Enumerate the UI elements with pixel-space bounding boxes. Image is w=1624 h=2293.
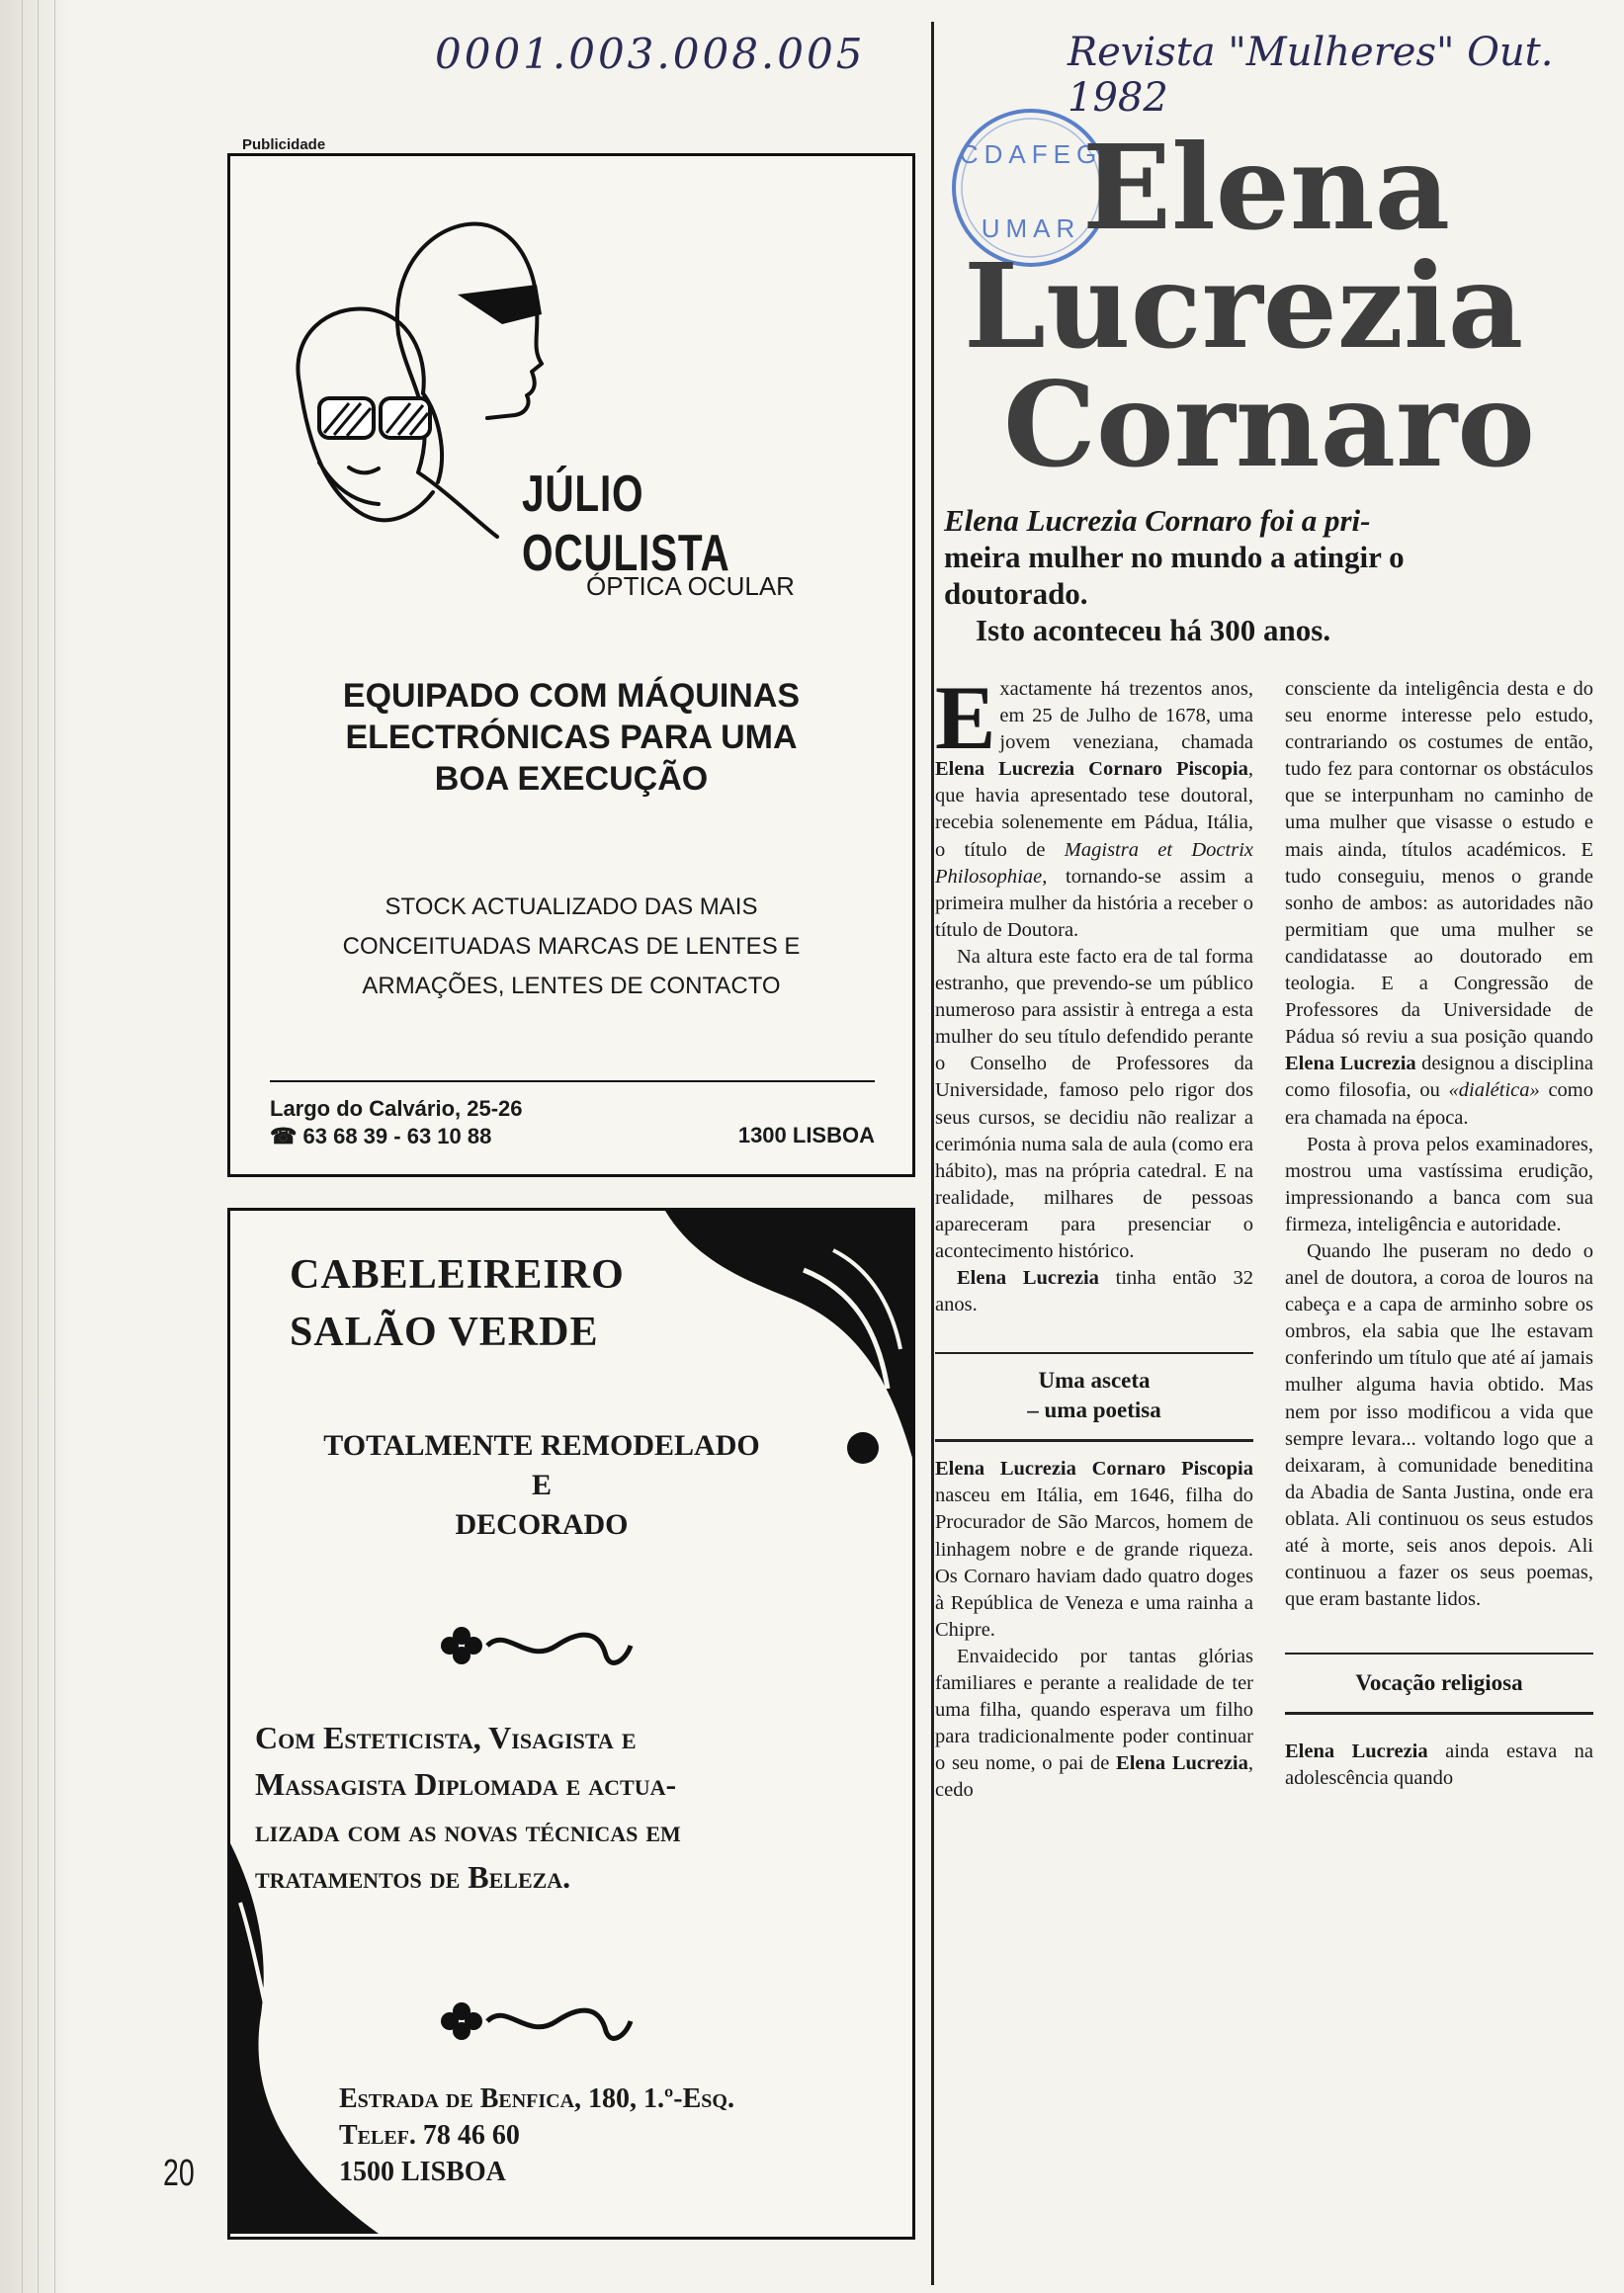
flower-swirl-icon — [428, 1616, 645, 1675]
salon-remodel-text: TOTALMENTE REMODELADO E DECORADO — [323, 1429, 760, 1541]
salon-services: Com Esteticista, Visagista e Massagista Diplomada e actua- lizada com as novas técnicas em tratamentos de Beleza. — [255, 1720, 681, 1895]
section-rule — [935, 1352, 1253, 1354]
stamp-top-text: CDAFEG — [959, 139, 1103, 169]
article-paragraph: Envaidecido por tantas glórias familiares e perante a realidade de ter uma filha, quando esperava um filho para tradicionalmente poder continuar o seu nome, o pai de Elena Lucrezia, cedo — [935, 1645, 1253, 1802]
page-number: 20 — [163, 2153, 195, 2194]
article-paragraph: Elena Lucrezia ainda estava na adolescência quando — [1285, 1741, 1593, 1790]
optician-headline: EQUIPADO COM MÁQUINAS ELECTRÓNICAS PARA UMA BOA EXECUÇÃO — [342, 677, 801, 798]
article-column-1 — [935, 667, 1253, 1804]
salon-advert — [227, 1208, 915, 2240]
article-paragraph: Elena Lucrezia Cornaro Piscopia nasceu em Itália, em 1646, filha do Procurador de São Marcos, homem de linhagem nobre e de grande riqueza. Os Cornaro haviam dado quatro doges à República de Veneza e uma rainha a Chipre. — [935, 1458, 1253, 1641]
optician-advert — [227, 153, 915, 1177]
article-title: Elena Lucrezia Cornaro — [964, 119, 1535, 493]
salon-address: Estrada de Benfica, 180, 1.º-Esq. Telef. 78 46 60 1500 LISBOA — [339, 2083, 734, 2187]
section-heading-vocacao: Vocação religiosa — [1355, 1670, 1523, 1696]
section-rule-bottom — [1285, 1712, 1593, 1715]
article-paragraph: Posta à prova pelos examinadores, mostrou uma vastíssima erudição, impressionando a banca com sua firmeza, inteligência e autoridade. — [1285, 1133, 1593, 1235]
archive-ref-number: 0001.003.008.005 — [435, 30, 866, 78]
article-paragraph: Elena Lucrezia tinha então 32 anos. — [935, 1267, 1253, 1316]
advert-label: Publicidade — [242, 136, 326, 153]
optician-address: Largo do Calvário, 25-26 ☎ 63 68 39 - 63 10 88 — [270, 1096, 523, 1148]
article-column-2 — [1285, 676, 1593, 1792]
article-paragraph: Quando lhe puseram no dedo o anel de doutora, a coroa de louros na cabeça e a capa de arminho sobre os ombros, ela sabia que lhe estavam conferindo um título que até aí jamais mulher alguma havia obtido. Mas nem por isso modificou a vida que sempre levara... voltando logo que a deixaram, à comunidade beneditina da Abadia de Santa Justina, onde era oblata. Ali continuou os seus estudos até à morte, seis anos depois. Ali continuou a fazer os seus poemas, que eram bastante lidos. — [1285, 1239, 1593, 1611]
optician-tagline: ÓPTICA OCULAR — [586, 571, 795, 601]
source-note: Revista "Mulheres" Out. 1982 — [1068, 30, 1554, 121]
optician-city: 1300 LISBOA — [737, 1123, 875, 1147]
stamp-bottom-text: UMAR — [981, 213, 1081, 243]
optician-divider — [270, 1080, 875, 1082]
section-rule — [1285, 1653, 1593, 1655]
article-paragraph: Exactamente há trezentos anos, em 25 de Julho de 1678, uma jovem veneziana, chamada Elena Lucrezia Cornaro Piscopia, que havia apresentado tese doutoral, recebia solenemente em Pádua, Itália, o título de Magistra et Doctrix Philosophiae, tornando-se assim a primeira mulher da história a receber o título de Doutora. — [935, 667, 1253, 941]
section-rule-bottom — [935, 1439, 1253, 1442]
scan-edge-shadow — [0, 0, 69, 2293]
salon-name: CABELEIREIRO SALÃO VERDE — [290, 1252, 625, 1355]
article-paragraph: consciente da inteligência desta e do seu enorme interesse pelo estudo, contrariando os costumes de então, tudo fez para contornar os obstáculos que se interpunham no caminho de uma mulher que visasse o estudo e mais ainda, títulos académicos. E tudo conseguiu, menos o grande sonho de ambos: as autoridades não permitiam que uma mulher se candidatasse ao doutorado em teologia. E a Congressão de Professores da Universidade de Pádua só reviu a sua posição quando Elena Lucrezia designou a disciplina como filosofia, ou «dialética» como era chamada na época. — [1285, 678, 1593, 1129]
article-lead: Elena Lucrezia Cornaro foi a pri- meira mulher no mundo a atingir o doutorado. Isto aconteceu há 300 anos. — [944, 503, 1405, 647]
article-paragraph: Na altura este facto era de tal forma estranho, que prevendo-se um público numeroso para assistir à entrega a esta mulher do seu título defendido perante o Conselho de Professores da Universidade, famoso pelo rigor dos seus cursos, se decidiu não realizar a cerimónia numa sala de aula (como era hábito), mas na própria catedral. E na realidade, milhares de pessoas apareceram para presenciar o acontecimento histórico. — [935, 945, 1253, 1262]
optician-name: JÚLIO OCULISTA — [522, 466, 730, 582]
section-heading-asceta: Uma asceta – uma poetisa — [1027, 1368, 1161, 1423]
optician-stock-text: STOCK ACTUALIZADO DAS MAIS CONCEITUADAS MARCAS DE LENTES E ARMAÇÕES, LENTES DE CONTACTO — [342, 893, 801, 999]
sunglasses-faces-illustration — [290, 215, 547, 542]
drop-cap: E — [935, 667, 996, 768]
page-column-rule — [931, 22, 934, 2285]
flower-swirl-icon-2 — [428, 1992, 645, 2051]
